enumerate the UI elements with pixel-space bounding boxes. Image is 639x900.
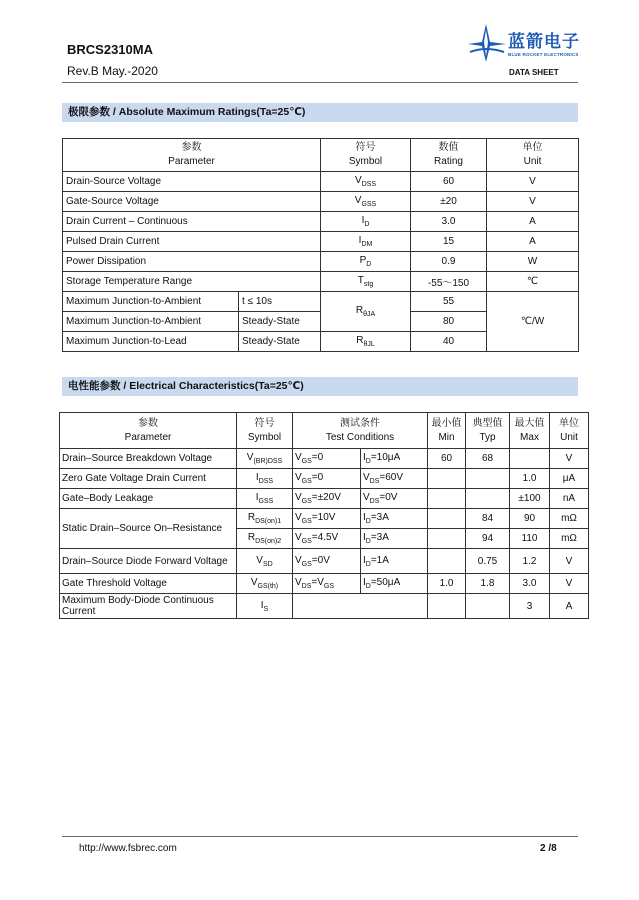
abs-max-table: [62, 138, 579, 352]
thermal-unit: ℃/W: [487, 292, 579, 352]
table-row: Zero Gate Voltage Drain Current $I_{DSS}$ $V_{GS}=0$ $V_{DS}=60V$ 1.0 μA: [60, 469, 589, 489]
elec-header-row: [60, 413, 589, 449]
table-row: Maximum Junction-to-Ambient t ≤ 10s $R_{\theta JA}$ 55 ℃/W: [63, 292, 579, 312]
abs-max-header-row: [63, 139, 579, 172]
header-symbol: 符号 Symbol: [237, 413, 293, 449]
header-symbol: 符号 Symbol: [321, 139, 411, 172]
table-row: Static Drain–Source On–Resistance $R_{DS(on)1}$ $V_{GS}=10V$ $I_D=3A$ 84 90 mΩ: [60, 509, 589, 529]
elec-title: 电性能参数 / Electrical Characteristics(Ta=25℃): [68, 380, 304, 392]
abs-max-title: 极限参数 / Absolute Maximum Ratings(Ta=25℃): [68, 106, 306, 118]
table-row: Drain-Source Voltage $V_{DSS}$ 60 V: [63, 172, 579, 192]
footer-divider: [62, 836, 578, 837]
elec-table: [59, 412, 589, 619]
elec-section-bar: [62, 377, 578, 396]
table-row: Drain–Source Diode Forward Voltage $V_{SD}$ $V_{GS}=0V$ $I_D=1A$ 0.75 1.2 V: [60, 549, 589, 574]
table-row: Maximum Body-Diode Continuous Current $I_S$ 3 A: [60, 594, 589, 619]
table-row: Gate-Source Voltage $V_{GSS}$ ±20 V: [63, 192, 579, 212]
table-row: $R_{DS(on)2}$ $V_{GS}=4.5V$ $I_D=3A$ 94 110 mΩ: [60, 529, 589, 549]
header-min: 最小值 Min: [428, 413, 466, 449]
footer-url[interactable]: http://www.fsbrec.com: [79, 843, 177, 854]
page-number: 2 /8: [540, 843, 557, 854]
header-parameter: 参数 Parameter: [60, 413, 237, 449]
header-test-conditions: 测试条件 Test Conditions: [293, 413, 428, 449]
logo-english-name: BLUE ROCKET ELECTRONICS: [508, 52, 579, 57]
table-row: Drain–Source Breakdown Voltage $V_{(BR)DSS}$ $V_{GS}=0$ $I_D=10\mu A$ 60 68 V: [60, 449, 589, 469]
revision: Rev.B May.-2020: [67, 64, 158, 78]
table-row: Maximum Junction-to-Ambient Steady-State 80: [63, 312, 579, 332]
header-unit: 单位 Unit: [550, 413, 589, 449]
table-row: Gate Threshold Voltage $V_{GS(th)}$ $V_{DS}=V_{GS}$ $I_D=50\mu A$ 1.0 1.8 3.0 V: [60, 574, 589, 594]
table-row: Maximum Junction-to-Lead Steady-State $R_{\theta JL}$ 40: [63, 332, 579, 352]
logo-chinese-name: 蓝箭电子: [508, 32, 580, 51]
part-number: BRCS2310MA: [67, 42, 153, 57]
table-row: Pulsed Drain Current $I_{DM}$ 15 A: [63, 232, 579, 252]
table-row: Power Dissipation $P_D$ 0.9 W: [63, 252, 579, 272]
header-max: 最大值 Max: [510, 413, 550, 449]
header-unit: 单位 Unit: [487, 139, 579, 172]
table-row: Gate–Body Leakage $I_{GSS}$ $V_{GS}=\pm 20V$ $V_{DS}=0V$ ±100 nA: [60, 489, 589, 509]
table-row: Drain Current – Continuous $I_D$ 3.0 A: [63, 212, 579, 232]
header-divider: [62, 82, 578, 83]
header-parameter: 参数 Parameter: [63, 139, 321, 172]
header-typ: 典型值 Typ: [466, 413, 510, 449]
abs-max-section-bar: [62, 103, 578, 122]
header-rating: 数值 Rating: [411, 139, 487, 172]
table-row: Storage Temperature Range $T_{stg}$ -55～150 ℃: [63, 272, 579, 292]
document-type: DATA SHEET: [509, 68, 559, 77]
